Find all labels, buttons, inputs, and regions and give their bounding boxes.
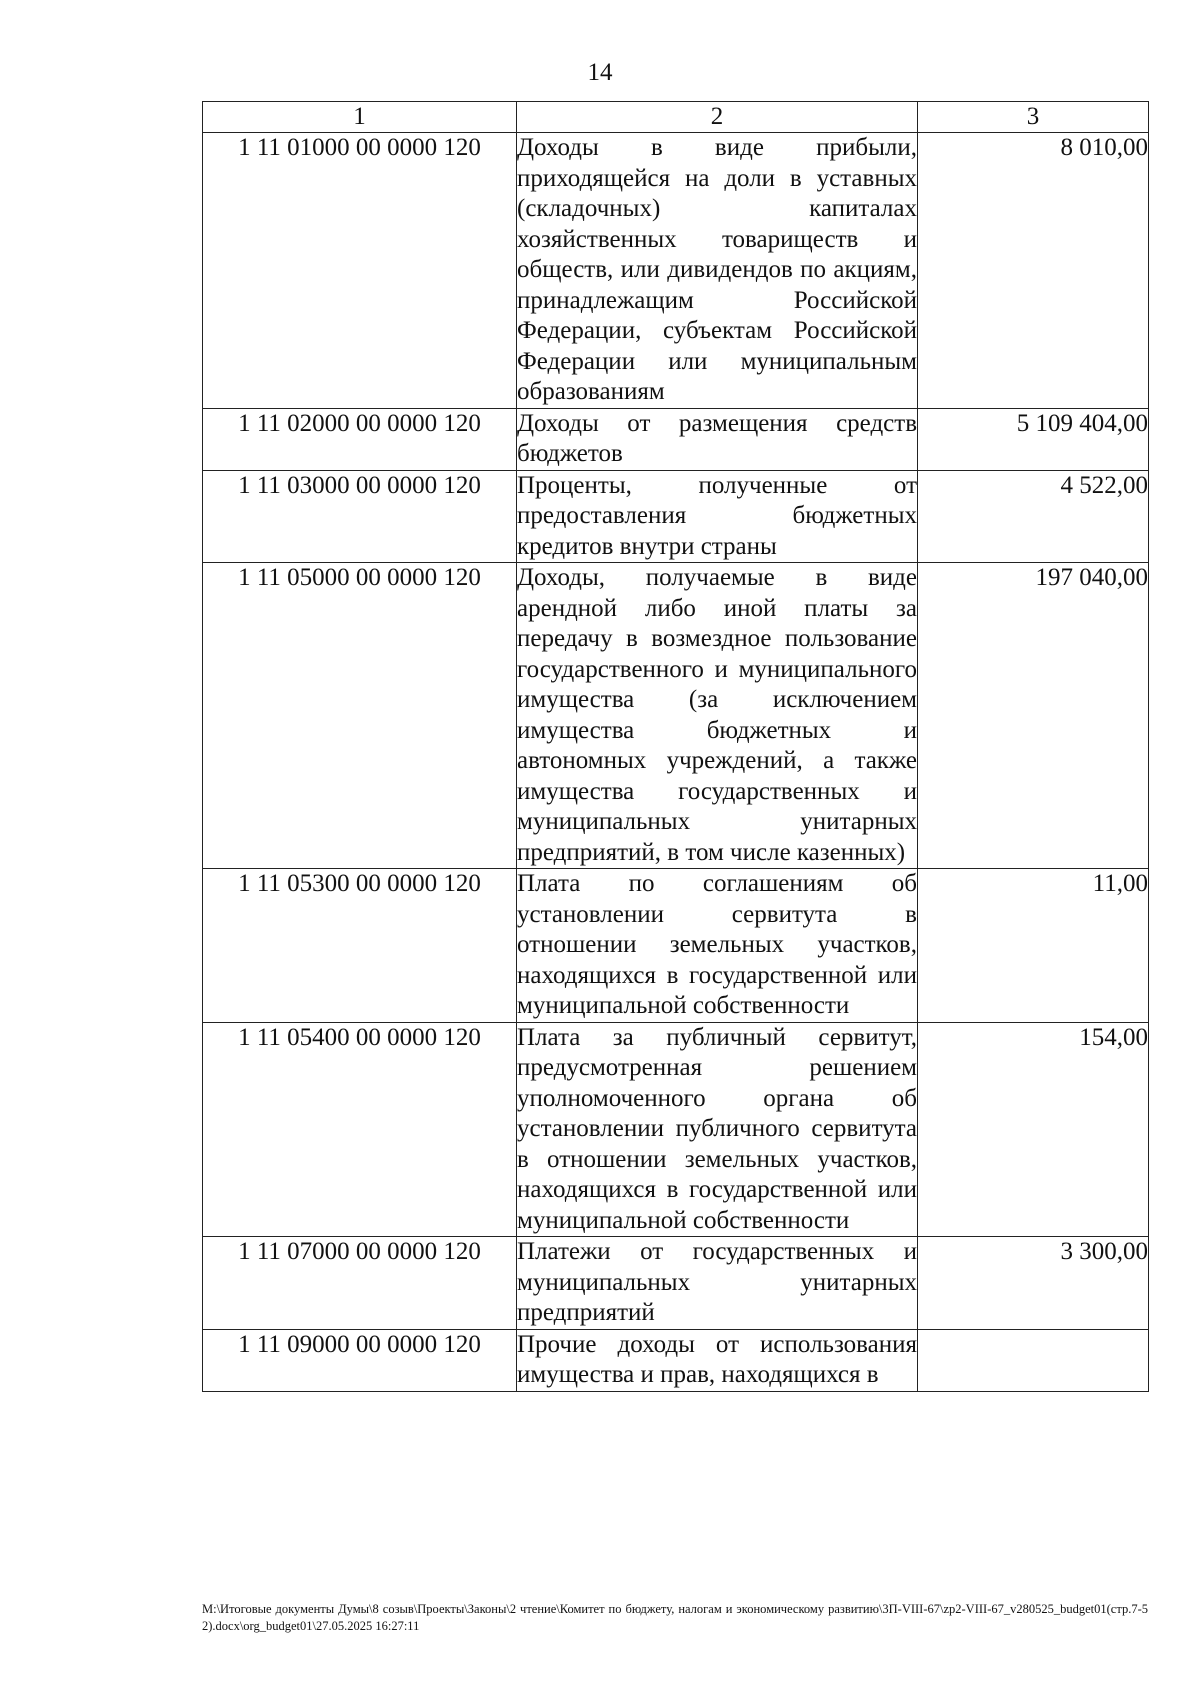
row-code: 1 11 07000 00 0000 120 [203, 1237, 517, 1330]
table-row [203, 408, 1149, 470]
table-row [203, 869, 1149, 1023]
table-row [203, 133, 1149, 409]
table-row [203, 470, 1149, 563]
row-amount: 4 522,00 [918, 470, 1149, 563]
row-code: 1 11 01000 00 0000 120 [203, 133, 517, 409]
page-number: 14 [587, 59, 613, 86]
row-name: Прочие доходы от использования имущества и прав, находящихся в [517, 1329, 918, 1391]
row-name: Плата за публичный сервитут, предусмотренная решением уполномоченного органа об установлении публичного сервитута в отношении земельных участков, находящихся в государственной или муниципальной собственности [517, 1022, 918, 1237]
row-amount: 8 010,00 [918, 133, 1149, 409]
row-amount: 11,00 [918, 869, 1149, 1023]
row-amount [918, 1329, 1149, 1391]
budget-revenue-table [202, 101, 1149, 1392]
row-amount: 197 040,00 [918, 563, 1149, 869]
table-row [203, 1329, 1149, 1391]
row-amount: 3 300,00 [918, 1237, 1149, 1330]
row-amount: 5 109 404,00 [918, 408, 1149, 470]
row-code: 1 11 09000 00 0000 120 [203, 1329, 517, 1391]
table-header-row [203, 102, 1149, 133]
row-code: 1 11 03000 00 0000 120 [203, 470, 517, 563]
table-row [203, 563, 1149, 869]
row-name: Доходы от размещения средств бюджетов [517, 408, 918, 470]
row-name: Проценты, полученные от предоставления бюджетных кредитов внутри страны [517, 470, 918, 563]
document-file-path: М:\Итоговые документы Думы\8 созыв\Проекты\Законы\2 чтение\Комитет по бюджету, налогам и экономическому развитию\3П-VIII-67\zp2-VIII-67_v280525_budget01(стр.7-52).docx\org_budget01\27.05.2025 16:27:11 [202, 1602, 1148, 1633]
row-code: 1 11 05000 00 0000 120 [203, 563, 517, 869]
row-name: Доходы, получаемые в виде арендной либо иной платы за передачу в возмездное пользование государственного и муниципального имущества (за исключением имущества бюджетных и автономных учреждений, а также имущества государственных и муниципальных унитарных предприятий, в том числе казенных) [517, 563, 918, 869]
row-name: Плата по соглашениям об установлении сервитута в отношении земельных участков, находящихся в государственной или муниципальной собственности [517, 869, 918, 1023]
row-code: 1 11 05300 00 0000 120 [203, 869, 517, 1023]
column-header-name: 2 [517, 102, 918, 133]
row-code: 1 11 02000 00 0000 120 [203, 408, 517, 470]
row-name: Платежи от государственных и муниципальных унитарных предприятий [517, 1237, 918, 1330]
column-header-amount: 3 [918, 102, 1149, 133]
row-code: 1 11 05400 00 0000 120 [203, 1022, 517, 1237]
table-row [203, 1237, 1149, 1330]
column-header-code: 1 [203, 102, 517, 133]
row-name: Доходы в виде прибыли, приходящейся на доли в уставных (складочных) капиталах хозяйственных товариществ и обществ, или дивидендов по акциям, принадлежащим Российской Федерации, субъектам Российской Федерации или муниципальным образованиям [517, 133, 918, 409]
table-row [203, 1022, 1149, 1237]
row-amount: 154,00 [918, 1022, 1149, 1237]
